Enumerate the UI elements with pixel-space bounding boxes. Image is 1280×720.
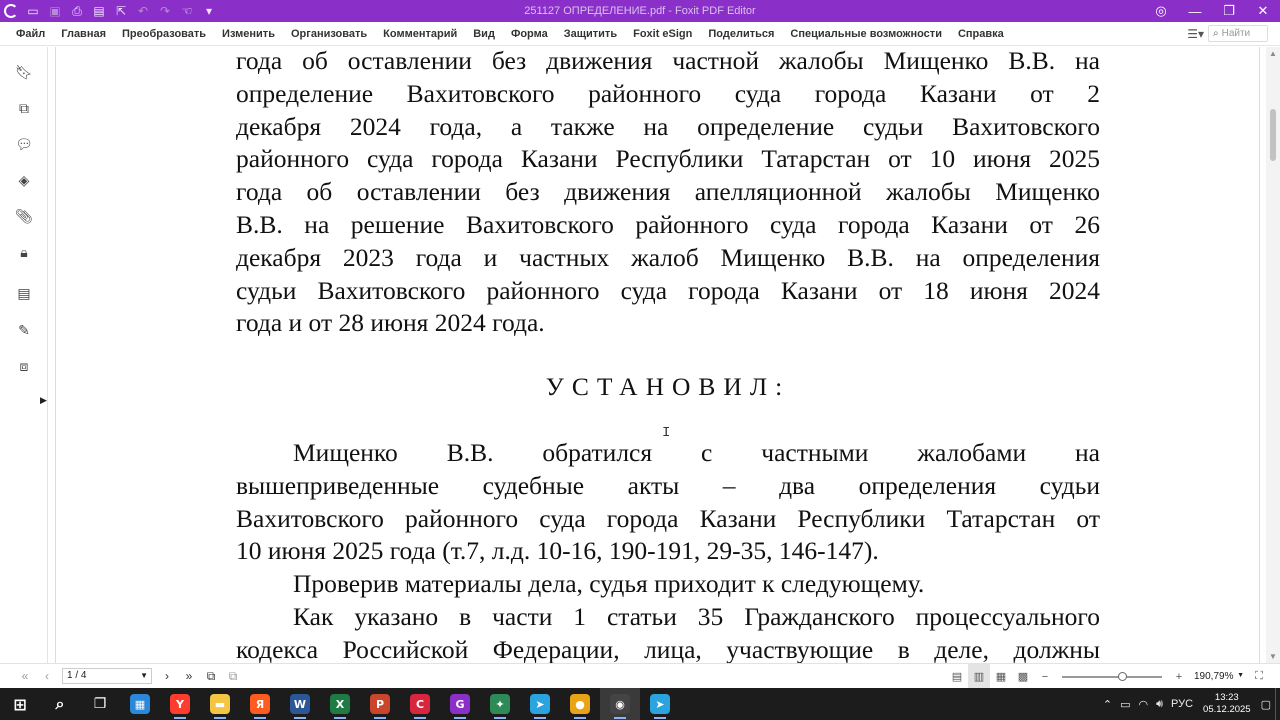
network-icon[interactable]: ◠ [1138,698,1149,711]
taskbar-app-word[interactable] [280,688,320,720]
window-title: 251127 ОПРЕДЕЛЕНИЕ.pdf - Foxit PDF Editor [524,5,756,17]
signature-icon[interactable]: ✎ [18,321,30,338]
text-line: Вахитовского районного суда города Казани Республики Татарстан от [236,503,1100,533]
left-sidebar [0,47,48,663]
language-indicator[interactable]: РУС [1171,698,1194,710]
text-line: Мищенко В.В. обратился с частными жалобами на [293,438,1100,467]
yandex-browser-icon: Y [170,694,190,714]
close-button[interactable]: ✕ [1257,3,1269,18]
scroll-up-icon[interactable]: ▲ [1269,49,1277,58]
facing-view-icon[interactable]: ▦ [995,671,1007,683]
new-document-icon[interactable]: ▤ [93,4,105,18]
undo-icon[interactable]: ↶ [137,4,149,18]
menu-share[interactable]: Поделиться [708,27,775,40]
menu-esign[interactable]: Foxit eSign [633,27,693,40]
chevron-down-icon: ▼ [140,671,148,680]
app-green-icon: ✦ [490,694,510,714]
text-line: года об оставлении без движения апелляционной жалобы Мищенко [236,177,1100,207]
text-cursor-icon: I [662,425,671,441]
status-bar [0,663,1280,688]
paragraph-2 [236,437,1100,663]
continuous-facing-view-icon[interactable]: ▩ [1017,671,1029,683]
zoom-in-icon[interactable]: + [1175,670,1183,683]
volume-icon[interactable]: 🔊︎ [1156,697,1164,710]
task-view-button[interactable] [80,688,120,720]
search-icon: ⌕ [1213,28,1219,39]
scroll-down-icon[interactable]: ▼ [1269,652,1277,661]
next-page-icon[interactable]: › [165,669,169,683]
save-icon[interactable]: ▣ [49,4,61,18]
app-dark-icon: ◉ [610,694,630,714]
menu-bar [0,22,1280,46]
hand-tool-icon[interactable]: ☜ [181,4,193,18]
taskbar [0,688,1280,720]
text-line: года и от 28 июня 2024 года. [236,308,545,338]
menu-accessibility[interactable]: Специальные возможности [790,27,942,40]
text-line: 10 июня 2025 года (т.7, л.д. 10-16, 190-191, 29-35, 146-147). [236,536,879,566]
windows-icon: ⊞ [13,694,27,714]
menu-help[interactable]: Справка [957,27,1004,40]
taskbar-app-powerpoint[interactable] [360,688,400,720]
taskbar-app-excel[interactable] [320,688,360,720]
tray-chevron-icon[interactable]: ⌃ [1102,698,1113,711]
bookmark-icon[interactable]: 🔖︎ [15,63,33,80]
taskbar-app-app-green[interactable] [480,688,520,720]
zoom-slider[interactable] [1062,676,1162,678]
search-input[interactable] [1208,25,1268,42]
search-placeholder: Найти [1221,28,1251,39]
restore-button[interactable]: ❐ [1223,3,1235,18]
zoom-level[interactable] [1194,671,1244,682]
fields-icon[interactable]: ▤ [17,284,31,301]
app-red-icon: C [410,694,430,714]
taskbar-app-app-red[interactable] [400,688,440,720]
account-icon[interactable]: ◎ [1155,3,1167,18]
notifications-icon[interactable]: ▢ [1260,698,1271,711]
single-page-view-icon[interactable]: ▤ [951,671,963,683]
menu-file[interactable]: Файл [16,27,46,40]
copy-icon[interactable]: ⧉ [206,668,216,683]
yandex-icon: Я [250,694,270,714]
menu-home[interactable]: Главная [61,27,107,40]
store-button[interactable] [120,688,160,720]
battery-icon[interactable]: ▭ [1120,698,1131,711]
taskbar-app-file-explorer[interactable] [200,688,240,720]
pages-icon[interactable]: ⧉ [19,99,29,116]
zoom-value: 190,79% [1194,671,1234,682]
text-line: В.В. на решение Вахитовского районного суда города Казани от 26 [236,209,1100,239]
start-button[interactable] [0,688,40,720]
print-icon[interactable]: ⎙ [72,3,82,18]
customize-icon[interactable]: ▾ [205,4,213,18]
taskbar-app-telegram-2[interactable] [640,688,680,720]
minimize-button[interactable]: — [1188,3,1202,19]
clock[interactable] [1203,692,1251,716]
search-button[interactable] [40,688,80,720]
excel-icon: X [330,694,350,714]
word-icon: W [290,694,310,714]
system-tray [1099,688,1280,720]
menu-organize[interactable]: Организовать [290,27,368,40]
text-line: Как указано в части 1 статьи 35 Гражданского процессуального [293,601,1100,631]
text-line: Проверив материалы дела, судья приходит к следующему. [293,569,925,599]
security-icon[interactable]: 🔒︎ [20,243,28,260]
menu-view[interactable]: Вид [473,27,495,40]
text-line: декабря 2023 года и частных жалоб Мищенко В.В. на определения [236,242,1100,272]
text-line: районного суда города Казани Республики Татарстан от 10 июня 2025 [236,144,1100,174]
foxit-icon: G [450,694,470,714]
taskbar-app-chrome[interactable] [560,688,600,720]
chrome-icon: ● [570,694,590,714]
redo-icon[interactable]: ↷ [159,4,171,18]
text-line: определение Вахитовского районного суда города Казани от 2 [236,78,1100,108]
paste-icon[interactable]: ⧉ [228,668,238,683]
menu-protect[interactable]: Защитить [563,27,618,40]
menu-edit[interactable]: Изменить [222,27,275,40]
attachment-icon[interactable]: 📎︎ [15,207,33,224]
pdf-page [55,47,1260,663]
paragraph-1 [236,47,1100,340]
powerpoint-icon: P [370,694,390,714]
menu-convert[interactable]: Преобразовать [122,27,207,40]
search-options-icon[interactable]: ☰▾ [1187,26,1204,41]
zoom-out-icon[interactable]: − [1041,670,1049,683]
show-desktop-button[interactable] [1275,688,1280,720]
taskbar-app-app-dark[interactable] [600,688,640,720]
zoom-slider-knob[interactable] [1118,672,1127,681]
file-explorer-icon: ▬ [210,694,230,714]
text-line: судьи Вахитовского районного суда города Казани от 18 июня 2024 [236,275,1100,305]
taskbar-app-yandex-browser[interactable] [160,688,200,720]
continuous-view-icon[interactable]: ▥ [968,664,990,689]
page-indicator: 1 / 4 [67,670,87,681]
menu-comment[interactable]: Комментарий [383,27,458,40]
telegram-icon: ➤ [530,694,550,714]
quick-access-toolbar [0,0,220,22]
taskbar-app-foxit[interactable] [440,688,480,720]
search-icon: ⌕ [55,694,65,713]
store-icon: ▦ [130,694,150,714]
open-icon[interactable]: ▭ [27,4,39,18]
text-line: кодекса Российской Федерации, лица, участвующие в деле, должны [236,634,1100,663]
vertical-scrollbar[interactable] [1266,47,1280,663]
search-area [1187,25,1268,42]
taskbar-app-yandex[interactable] [240,688,280,720]
foxit-logo-icon[interactable] [0,0,22,22]
telegram-2-icon: ➤ [650,694,670,714]
menu-form[interactable]: Форма [510,27,548,40]
compare-icon[interactable]: ⧈ [19,357,29,374]
text-line: декабря 2024 года, а также на определение судьи Вахитовского [236,111,1100,141]
task-view-icon: ❐ [93,696,107,712]
document-view[interactable] [49,47,1266,663]
text-line: вышеприведенные судебные акты – два определения судьи [236,470,1100,500]
time: 13:23 [1214,692,1239,703]
date: 05.12.2025 [1203,704,1251,715]
expand-panel-icon[interactable]: ▶ [40,395,47,405]
section-heading: УСТАНОВИЛ: [545,372,791,401]
taskbar-app-telegram[interactable] [520,688,560,720]
comments-icon[interactable]: 💬︎ [15,135,33,152]
first-page-icon[interactable]: « [21,669,29,683]
page-number-field[interactable] [62,668,152,684]
title-bar [0,0,1280,22]
export-icon[interactable]: ⇱ [115,4,127,18]
fullscreen-icon[interactable]: ⛶ [1255,670,1263,682]
chevron-down-icon: ▼ [1237,672,1244,679]
previous-page-icon[interactable]: ‹ [45,669,49,683]
last-page-icon[interactable]: » [185,669,193,683]
text-line: года об оставлении без движения частной жалобы Мищенко В.В. на [236,47,1100,75]
layers-icon[interactable]: ◈ [18,171,30,188]
scrollbar-thumb[interactable] [1270,109,1276,161]
